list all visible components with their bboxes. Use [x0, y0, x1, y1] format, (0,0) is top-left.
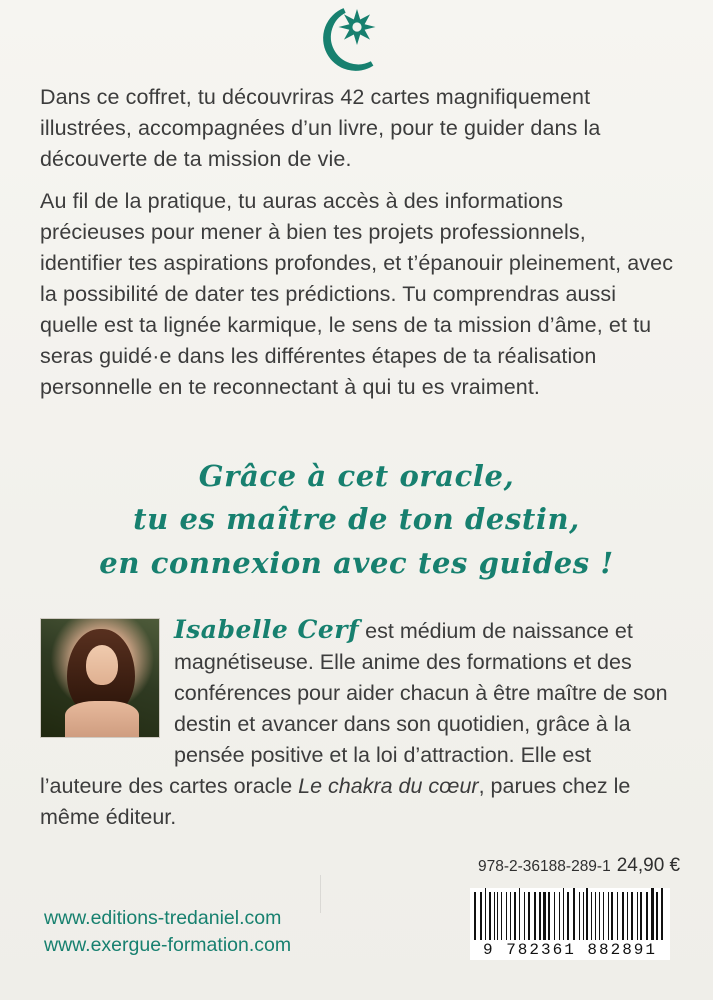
barcode-bars: [474, 888, 666, 940]
quote-line-3: en connexion avec tes guides !: [99, 546, 614, 580]
description-text: [40, 82, 674, 409]
author-photo: [40, 618, 160, 738]
barcode-digits: 9 782361 882891: [482, 941, 658, 959]
emblem-container: [0, 6, 713, 76]
quote-line-2: tu es maître de ton destin,: [133, 502, 580, 536]
url-exergue-formation[interactable]: www.exergue-formation.com: [44, 934, 292, 956]
author-bio-title: Le chakra du cœur: [298, 774, 479, 798]
author-section: [40, 614, 678, 833]
quote-line-1: Grâce à cet oracle,: [198, 459, 515, 493]
author-bio-part-1: est médium de naissance et magnétiseuse. Elle anime des formations et des conférences pour aider chacun à être maître de son destin et avancer dans son quotidien, grâce à la pensée positive et la loi d’attraction. Elle est l’auteure des cartes oracle: [40, 619, 668, 798]
portrait-face-shape: [86, 645, 118, 685]
author-name: Isabelle Cerf: [174, 615, 360, 644]
portrait-body-shape: [65, 701, 139, 737]
paragraph-1: Dans ce coffret, tu découvriras 42 cartes magnifiquement illustrées, accompagnées d’un livre, pour te guider dans la découverte de ta mission de vie.: [40, 85, 601, 171]
publisher-urls: [44, 905, 291, 959]
barcode: [470, 888, 670, 960]
paragraph-2: Au fil de la pratique, tu auras accès à des informations précieuses pour mener à bien tes projets professionnels, identifier tes aspirations profondes, et t’épanouir pleinement, avec la possibilité de dater tes prédictions. Tu comprendras aussi quelle est ta lignée karmique, le sens de ta mission d’âme, et tu seras guidé·e dans les différentes étapes de ta réalisation personnelle en te reconnectant à qui tu es vraiment.: [40, 189, 674, 399]
sun-star-crescent-icon: [314, 6, 400, 72]
isbn-number: 978-2-36188-289-1: [478, 858, 611, 875]
url-editions-tredaniel[interactable]: www.editions-tredaniel.com: [44, 907, 282, 929]
crease-line: [320, 875, 321, 913]
isbn-price-line: [478, 855, 690, 877]
price-label: 24,90 €: [616, 855, 681, 876]
tagline-quote: [0, 455, 713, 585]
author-bio-part-2: , parues chez le même éditeur.: [40, 774, 631, 829]
